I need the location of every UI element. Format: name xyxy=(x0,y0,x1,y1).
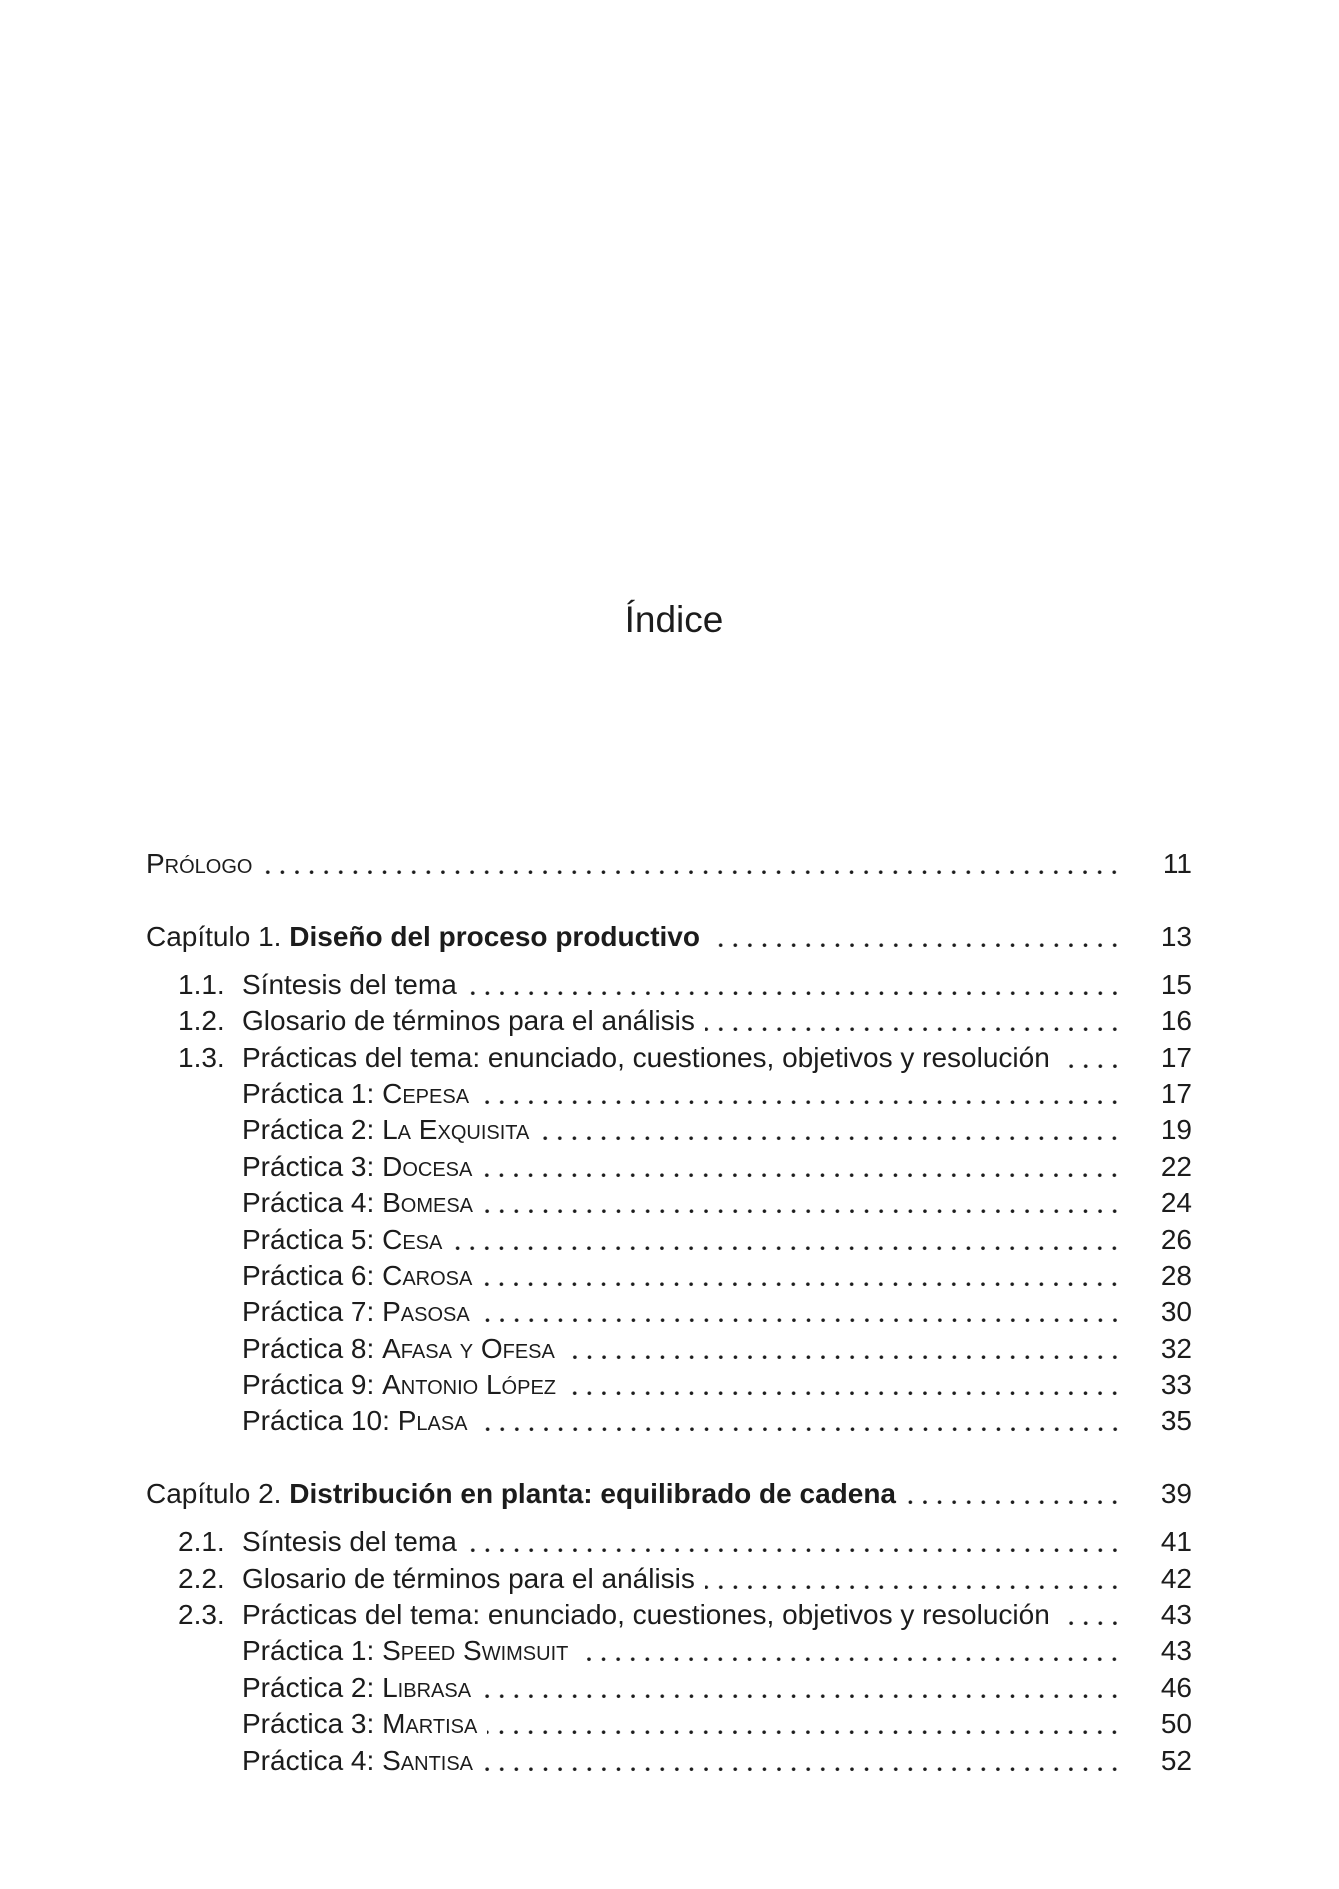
practice-prefix: Práctica 4: xyxy=(242,1187,375,1219)
page-number: 24 xyxy=(1160,1187,1192,1219)
dot-leader xyxy=(483,1185,1122,1221)
practice-prefix: Práctica 8: xyxy=(242,1332,375,1364)
practice-name: Santisa xyxy=(382,1744,474,1776)
page-number: 22 xyxy=(1160,1150,1192,1182)
practice-title xyxy=(242,1149,472,1185)
dot-leader xyxy=(578,1633,1122,1669)
dot-leader xyxy=(482,1149,1122,1185)
toc-entry-prologue xyxy=(146,846,1192,882)
page-number: 39 xyxy=(1160,1478,1192,1510)
toc-entry-practice xyxy=(146,1112,1192,1148)
section-title: Prácticas del tema: enunciado, cuestiones, objetivos y resolución xyxy=(242,1041,1050,1073)
page-number: 50 xyxy=(1160,1708,1192,1740)
practice-prefix: Práctica 2: xyxy=(242,1671,375,1703)
toc-entry-practice xyxy=(146,1331,1192,1367)
page-number: 46 xyxy=(1160,1671,1192,1703)
page-number: 43 xyxy=(1160,1599,1192,1630)
prologue-title: Prólogo xyxy=(146,848,253,879)
chapter-title xyxy=(146,1476,896,1512)
table-of-contents xyxy=(146,846,1192,1779)
toc-entry-section xyxy=(146,1003,1192,1039)
chapter-entries xyxy=(146,967,1192,1440)
practice-prefix: Práctica 9: xyxy=(242,1369,375,1401)
chapter-1 xyxy=(146,919,1192,1440)
chapter-2 xyxy=(146,1476,1192,1779)
practice-name: Martisa xyxy=(382,1708,478,1740)
toc-entry-section xyxy=(146,967,1192,1003)
section-number: 1.2. xyxy=(178,1005,225,1037)
dot-leader xyxy=(906,1476,1122,1512)
page-number: 17 xyxy=(1160,1077,1192,1109)
practice-title xyxy=(242,1112,529,1148)
section-number: 1.3. xyxy=(178,1041,225,1073)
dot-leader xyxy=(479,1076,1122,1112)
chapter-prefix: Capítulo 2. xyxy=(146,1478,282,1510)
practice-name: Plasa xyxy=(397,1405,468,1437)
practice-prefix: Práctica 6: xyxy=(242,1259,375,1291)
page-number: 33 xyxy=(1160,1369,1192,1401)
practice-name: Cepesa xyxy=(382,1077,470,1109)
toc-entry-practice xyxy=(146,1222,1192,1258)
practice-name: Docesa xyxy=(382,1150,473,1182)
practice-name: La Exquisita xyxy=(382,1114,530,1146)
toc-entry-section xyxy=(146,1524,1192,1560)
toc-entry-practice xyxy=(146,1633,1192,1669)
page-title: Índice xyxy=(624,599,724,640)
practice-title xyxy=(242,1367,556,1403)
page-number: 43 xyxy=(1160,1635,1192,1667)
page-number: 16 xyxy=(1160,1005,1192,1037)
dot-leader xyxy=(565,1331,1122,1367)
dot-leader xyxy=(262,846,1122,882)
toc-entry-practice xyxy=(146,1743,1192,1779)
dot-leader xyxy=(539,1112,1122,1148)
toc-entry-practice xyxy=(146,1076,1192,1112)
practice-name: Antonio López xyxy=(382,1369,557,1401)
practice-title xyxy=(242,1185,473,1221)
practice-prefix: Práctica 10: xyxy=(242,1405,390,1437)
section-number: 1.1. xyxy=(178,968,225,1000)
toc-entry-practice xyxy=(146,1670,1192,1706)
page-number: 32 xyxy=(1160,1332,1192,1364)
practice-name: Bomesa xyxy=(382,1187,474,1219)
section-title: Glosario de términos para el análisis xyxy=(242,1562,695,1594)
chapter-heading xyxy=(146,1476,1192,1512)
dot-leader xyxy=(483,1743,1122,1779)
practice-title xyxy=(242,1633,568,1669)
practice-title xyxy=(242,1403,468,1439)
practice-prefix: Práctica 2: xyxy=(242,1114,375,1146)
toc-entry-practice xyxy=(146,1258,1192,1294)
dot-leader xyxy=(467,967,1122,1003)
dot-leader xyxy=(705,1003,1122,1039)
chapter-title xyxy=(146,919,700,955)
practice-title xyxy=(242,1294,470,1330)
dot-leader xyxy=(482,1258,1122,1294)
section-title: Síntesis del tema xyxy=(242,968,457,1000)
practice-title xyxy=(242,1743,473,1779)
chapter-prefix: Capítulo 1. xyxy=(146,920,282,952)
practice-prefix: Práctica 3: xyxy=(242,1150,375,1182)
page-number: 42 xyxy=(1160,1562,1192,1594)
toc-entry-practice xyxy=(146,1706,1192,1742)
toc-entry-practice xyxy=(146,1294,1192,1330)
dot-leader xyxy=(710,919,1122,955)
page-number: 19 xyxy=(1160,1114,1192,1146)
dot-leader xyxy=(452,1222,1122,1258)
section-title: Glosario de términos para el análisis xyxy=(242,1005,695,1037)
practice-prefix: Práctica 1: xyxy=(242,1635,375,1667)
chapter-entries xyxy=(146,1524,1192,1779)
dot-leader xyxy=(467,1524,1122,1560)
practice-title xyxy=(242,1331,555,1367)
page-number: 35 xyxy=(1160,1405,1192,1437)
practice-prefix: Práctica 4: xyxy=(242,1744,375,1776)
practice-title xyxy=(242,1222,442,1258)
toc-entry-section xyxy=(146,1597,1192,1633)
practice-title xyxy=(242,1258,472,1294)
dot-leader xyxy=(705,1561,1122,1597)
dot-leader xyxy=(487,1706,1122,1742)
dot-leader xyxy=(1060,1040,1122,1076)
dot-leader xyxy=(566,1367,1122,1403)
toc-entry-section xyxy=(146,1561,1192,1597)
chapter-name: Diseño del proceso productivo xyxy=(289,920,700,952)
toc-entry-practice xyxy=(146,1149,1192,1185)
practice-name: Pasosa xyxy=(382,1296,470,1328)
chapter-name: Distribución en planta: equilibrado de cadena xyxy=(289,1478,897,1510)
dot-leader xyxy=(480,1294,1122,1330)
practice-name: Afasa y Ofesa xyxy=(382,1332,555,1364)
page-number: 26 xyxy=(1160,1223,1192,1255)
practice-title xyxy=(242,1706,477,1742)
section-title: Prácticas del tema: enunciado, cuestiones, objetivos y resolución xyxy=(242,1599,1050,1630)
page-number: 17 xyxy=(1160,1041,1192,1073)
section-number: 2.2. xyxy=(178,1562,225,1594)
practice-name: Speed Swimsuit xyxy=(382,1635,569,1667)
toc-entry-practice xyxy=(146,1403,1192,1439)
practice-title xyxy=(242,1670,471,1706)
practice-prefix: Práctica 1: xyxy=(242,1077,375,1109)
section-title: Síntesis del tema xyxy=(242,1526,457,1558)
page-number: 13 xyxy=(1160,920,1192,952)
dot-leader xyxy=(1060,1597,1122,1633)
page-number: 52 xyxy=(1160,1744,1192,1776)
practice-prefix: Práctica 7: xyxy=(242,1296,375,1328)
page-number: 41 xyxy=(1160,1526,1192,1558)
dot-leader xyxy=(481,1670,1122,1706)
practice-prefix: Práctica 5: xyxy=(242,1223,375,1255)
page-number: 28 xyxy=(1160,1259,1192,1291)
practice-title xyxy=(242,1076,469,1112)
toc-entry-practice xyxy=(146,1185,1192,1221)
dot-leader xyxy=(478,1403,1122,1439)
section-number: 2.3. xyxy=(178,1599,225,1630)
practice-name: Cesa xyxy=(382,1223,443,1255)
page-number: 15 xyxy=(1160,968,1192,1000)
page-number: 11 xyxy=(1162,848,1192,879)
practice-prefix: Práctica 3: xyxy=(242,1708,375,1740)
section-number: 2.1. xyxy=(178,1526,225,1558)
chapter-heading xyxy=(146,919,1192,955)
toc-entry-practice xyxy=(146,1367,1192,1403)
practice-name: Carosa xyxy=(382,1259,473,1291)
toc-entry-section xyxy=(146,1040,1192,1076)
page-number: 30 xyxy=(1160,1296,1192,1328)
practice-name: Librasa xyxy=(382,1671,472,1703)
